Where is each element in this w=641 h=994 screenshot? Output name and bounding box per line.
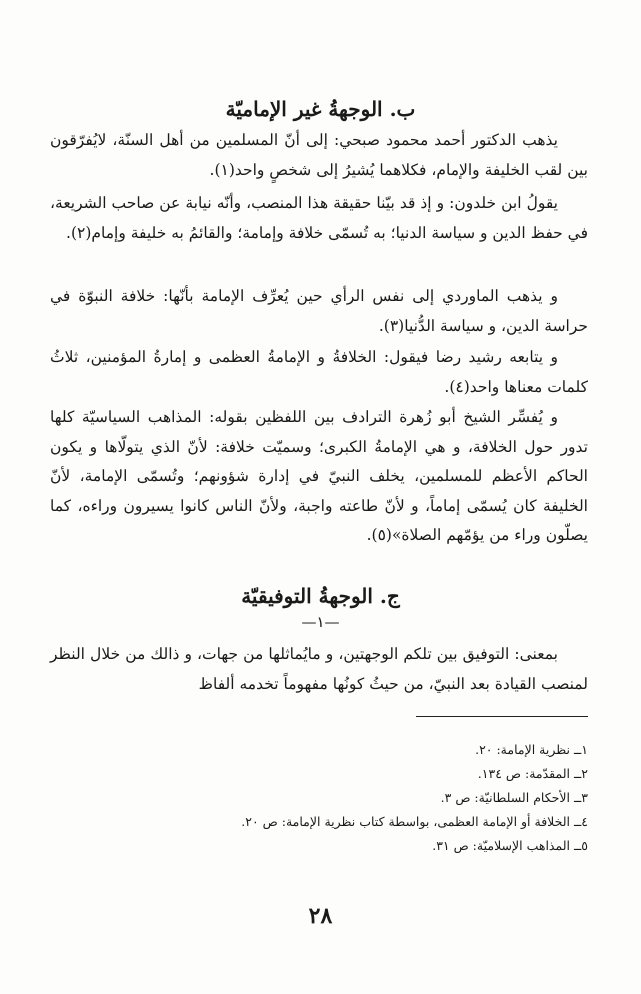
paragraph-abu-zahra: و يُفسِّر الشيخ أبو زُهرة الترادف بين اللفظين بقوله: المذاهب السياسيّة كلها تدور حول الخلافة، و هي الإمامةُ الكبرى؛ وسميّت خلافة: لأنّ الذي يتولّاها و يكون الحاكم الأعظم للمسلمين، يخلف النبيّ في إدارة شؤونهم؛ وتُسمّى الإمامة، لأنّ الخليفة كان يُسمّى إماماً، و لأنّ طاعته واجبة، ولأنّ الناس كانوا يسيرون وراءه، كما يصلّون وراء من يؤمّهم الصلاة»(٥). — [50, 408, 588, 544]
footnote-separator — [416, 716, 588, 717]
section-heading-reconciliatory: ج. الوجهةُ التوفيقيّة — [241, 584, 400, 608]
paragraph-reconciliation: بمعنى: التوفيق بين تلكم الوجهتين، و مايُماثلها من جهات، و ذالك من خلال النظر لمنصب القيادة بعد النبيّ، من حيثُ كونُها مفهوماً تخدمه ألفاظ — [50, 645, 588, 693]
paragraph-ibn-khaldun: يقولُ ابن خلدون: و إذ قد بيّنا حقيقة هذا المنصب، وأنّه نيابة عن صاحب الشريعة، في حفظ الدين و سياسة الدنيا؛ به تُسمّى خلافة وإمامة؛ والقائمُ به خليفة وإمام(٢). — [50, 194, 588, 242]
footnote-4: ٤ــ الخلافة أو الإمامة العظمى، بواسطة كتاب نظرية الإمامة: ص ٢٠. — [241, 814, 588, 829]
page-number: ٢٨ — [308, 903, 333, 929]
footnote-3: ٣ــ الأحكام السلطانيّة: ص ٣. — [440, 790, 588, 805]
footnote-5: ٥ــ المذاهب الإسلاميّة: ص ٣١. — [432, 838, 588, 853]
subsection-number: —١— — [301, 613, 340, 631]
footnote-1: ١ــ نظرية الإمامة: ٢٠. — [475, 742, 588, 757]
paragraph-sobhi: يذهب الدكتور أحمد محمود صبحي: إلى أنّ المسلمين من أهل السنّة، لايُفرّقون بين لقب الخليفة والإمام، فكلاهما يُشيرُ إلى شخصٍ واحد(١). — [50, 131, 588, 179]
paragraph-mawardi: و يذهب الماوردي إلى نفس الرأي حين يُعرِّف الإمامة بأنّها: خلافة النبوّة في حراسة الدين، و سياسة الدُّنيا(٣). — [50, 287, 588, 335]
section-heading-non-imami: ب. الوجهةُ غير الإماميّة — [225, 97, 416, 121]
paragraph-rashid-rida: و يتابعه رشيد رضا فيقول: الخلافةُ و الإمامةُ العظمى و إمارةُ المؤمنين، ثلاثُ كلمات معناها واحد(٤). — [50, 348, 588, 396]
footnote-2: ٢ــ المقدّمة: ص ١٣٤. — [477, 766, 588, 781]
